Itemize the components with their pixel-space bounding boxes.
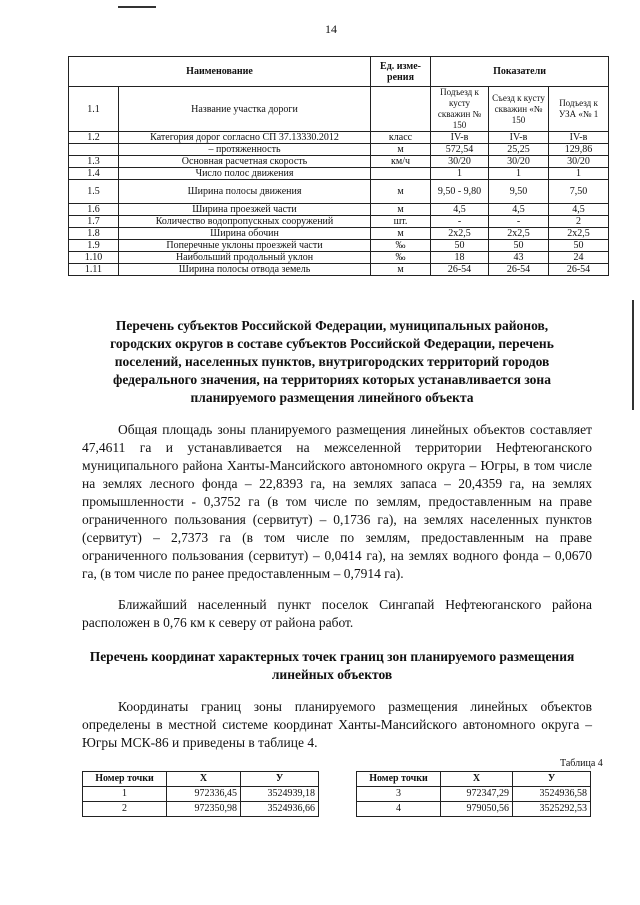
row-value-b: 50 (489, 240, 549, 252)
row-unit: м (371, 180, 431, 204)
point-x: 972350,98 (167, 802, 241, 817)
row-unit: км/ч (371, 156, 431, 168)
row-value-b: 30/20 (489, 156, 549, 168)
point-x: 979050,56 (441, 802, 513, 817)
row-num: 1.3 (69, 156, 119, 168)
row-value-a: 18 (431, 252, 489, 264)
header-x: X (167, 772, 241, 787)
header-x: X (441, 772, 513, 787)
row-value-b: - (489, 216, 549, 228)
row-name: Ширина полосы движения (119, 180, 371, 204)
header-col-a: Подъезд к кусту скважин № 150 (431, 87, 489, 132)
point-x: 972347,29 (441, 787, 513, 802)
header-col-c: Подъезд к УЗА «№ 1 (549, 87, 609, 132)
header-point: Номер точки (83, 772, 167, 787)
point-x: 972336,45 (167, 787, 241, 802)
row-name: Категория дорог согласно СП 37.13330.2012 (119, 132, 371, 144)
row-value-a: IV-в (431, 132, 489, 144)
row-value-a: 4,5 (431, 204, 489, 216)
heading-coordinates: Перечень координат характерных точек границ зон планируемого размещения линейных объектов (89, 649, 575, 682)
row-unit (371, 87, 431, 132)
row-value-a: 572,54 (431, 144, 489, 156)
paragraph-area (82, 421, 592, 583)
row-num: 1.9 (69, 240, 119, 252)
row-value-b: 9,50 (489, 180, 549, 204)
row-num: 1.1 (69, 87, 119, 132)
header-indicators: Показатели (431, 57, 609, 87)
row-num: 1.8 (69, 228, 119, 240)
point-y: 3524936,58 (513, 787, 591, 802)
point-number: 4 (357, 802, 441, 817)
point-y: 3525292,53 (513, 802, 591, 817)
table-row (69, 156, 609, 168)
row-value-c: IV-в (549, 132, 609, 144)
table-row (69, 240, 609, 252)
row-value-a: - (431, 216, 489, 228)
coordinates-table-left (82, 771, 319, 817)
row-value-c: 2 (549, 216, 609, 228)
table-row (83, 802, 319, 817)
row-value-c: 24 (549, 252, 609, 264)
row-value-b: 25,25 (489, 144, 549, 156)
row-value-a: 1 (431, 168, 489, 180)
row-value-a: 2х2,5 (431, 228, 489, 240)
table-row (357, 787, 591, 802)
row-value-b: 1 (489, 168, 549, 180)
row-name: Ширина полосы отвода земель (119, 264, 371, 276)
header-y: У (513, 772, 591, 787)
row-name: Поперечные уклоны проезжей части (119, 240, 371, 252)
row-name: Ширина проезжей части (119, 204, 371, 216)
table-row (69, 252, 609, 264)
paragraph-nearest-settlement (82, 596, 592, 632)
header-unit: Ед. изме-рения (371, 57, 431, 87)
table-row (69, 144, 609, 156)
row-unit: м (371, 204, 431, 216)
row-value-b: 43 (489, 252, 549, 264)
paragraph-coordinates (82, 698, 592, 752)
row-num: 1.5 (69, 180, 119, 204)
page-number: 14 (325, 22, 337, 36)
row-num: 1.6 (69, 204, 119, 216)
heading-subjects: Перечень субъектов Российской Федерации, муниципальных районов, городских округов в составе субъектов Российской Федерации, перечень поселений, населенных пунктов, внутригородских территорий городов федерального значения, на территориях которых устанавливается зона планируемого размещения линейного объекта (110, 318, 554, 405)
table-row (83, 787, 319, 802)
row-name: Название участка дороги (119, 87, 371, 132)
point-number: 3 (357, 787, 441, 802)
row-unit: м (371, 144, 431, 156)
point-number: 1 (83, 787, 167, 802)
row-name: Ширина обочин (119, 228, 371, 240)
paragraph-settlement-text: Ближайший населенный пункт поселок Сингапай Нефтеюганского района расположен в 0,76 км к северу от района работ. (82, 597, 592, 630)
row-num: 1.11 (69, 264, 119, 276)
row-value-a: 50 (431, 240, 489, 252)
point-number: 2 (83, 802, 167, 817)
row-value-c: 50 (549, 240, 609, 252)
row-value-c: 1 (549, 168, 609, 180)
header-col-b: Съезд к кусту скважин «№ 150 (489, 87, 549, 132)
point-y: 3524939,18 (241, 787, 319, 802)
header-y: У (241, 772, 319, 787)
row-name: Основная расчетная скорость (119, 156, 371, 168)
table-row (69, 228, 609, 240)
row-value-c: 129,86 (549, 144, 609, 156)
row-num: 1.10 (69, 252, 119, 264)
row-num (69, 144, 119, 156)
row-unit: м (371, 264, 431, 276)
row-name: Наибольший продольный уклон (119, 252, 371, 264)
row-value-a: 30/20 (431, 156, 489, 168)
scan-mark-top (118, 6, 156, 8)
coordinates-table-right (356, 771, 591, 817)
table-row (69, 168, 609, 180)
row-unit (371, 168, 431, 180)
row-num: 1.2 (69, 132, 119, 144)
row-value-a: 26-54 (431, 264, 489, 276)
row-value-b: 26-54 (489, 264, 549, 276)
row-name: Число полос движения (119, 168, 371, 180)
row-unit: ‰ (371, 252, 431, 264)
table-row (357, 802, 591, 817)
point-y: 3524936,66 (241, 802, 319, 817)
row-value-b: IV-в (489, 132, 549, 144)
row-value-c: 7,50 (549, 180, 609, 204)
row-num: 1.7 (69, 216, 119, 228)
table-row (69, 216, 609, 228)
row-unit: м (371, 228, 431, 240)
table-row (69, 180, 609, 204)
row-value-c: 26-54 (549, 264, 609, 276)
row-num: 1.4 (69, 168, 119, 180)
table-caption: Таблица 4 (560, 758, 603, 769)
row-value-c: 2х2,5 (549, 228, 609, 240)
row-name: – протяженность (119, 144, 371, 156)
header-point: Номер точки (357, 772, 441, 787)
road-parameters-table (68, 56, 609, 276)
paragraph-coordinates-text: Координаты границ зоны планируемого размещения линейных объектов определены в местной системе координат Ханты-Мансийского автономного округа – Югры МСК-86 и приведены в таблице 4. (82, 699, 592, 750)
row-value-b: 2х2,5 (489, 228, 549, 240)
row-value-a: 9,50 - 9,80 (431, 180, 489, 204)
scan-mark-right (632, 300, 634, 410)
row-unit: ‰ (371, 240, 431, 252)
row-unit: шт. (371, 216, 431, 228)
table-row (69, 132, 609, 144)
row-value-b: 4,5 (489, 204, 549, 216)
row-name: Количество водопропускных сооружений (119, 216, 371, 228)
table-row (69, 264, 609, 276)
row-unit: класс (371, 132, 431, 144)
header-name: Наименование (69, 57, 371, 87)
row-value-c: 30/20 (549, 156, 609, 168)
row-value-c: 4,5 (549, 204, 609, 216)
paragraph-area-text: Общая площадь зоны планируемого размещения линейных объектов составляет 47,4611 га и устанавливается на межселенной территории Нефтеюганского муниципального района Ханты-Мансийского автономного округа – Югры, в том числе на землях лесного фонда – 22,8393 га, на землях запаса – 20,4359 га, на землях промышленности - 0,3752 га (в том числе по землям, предоставленным на праве ограниченного пользования (сервитут) – 0,1736 га), на землях населенных пунктов (сервитут) – 2,7373 га (в том числе по землям, предоставленным на праве ограниченного пользования (сервитут) – 0,0414 га), на землях водного фонда – 0,0670 га, (в том числе по ранее предоставленным – 0,7914 га). (82, 422, 592, 581)
table-row (69, 204, 609, 216)
